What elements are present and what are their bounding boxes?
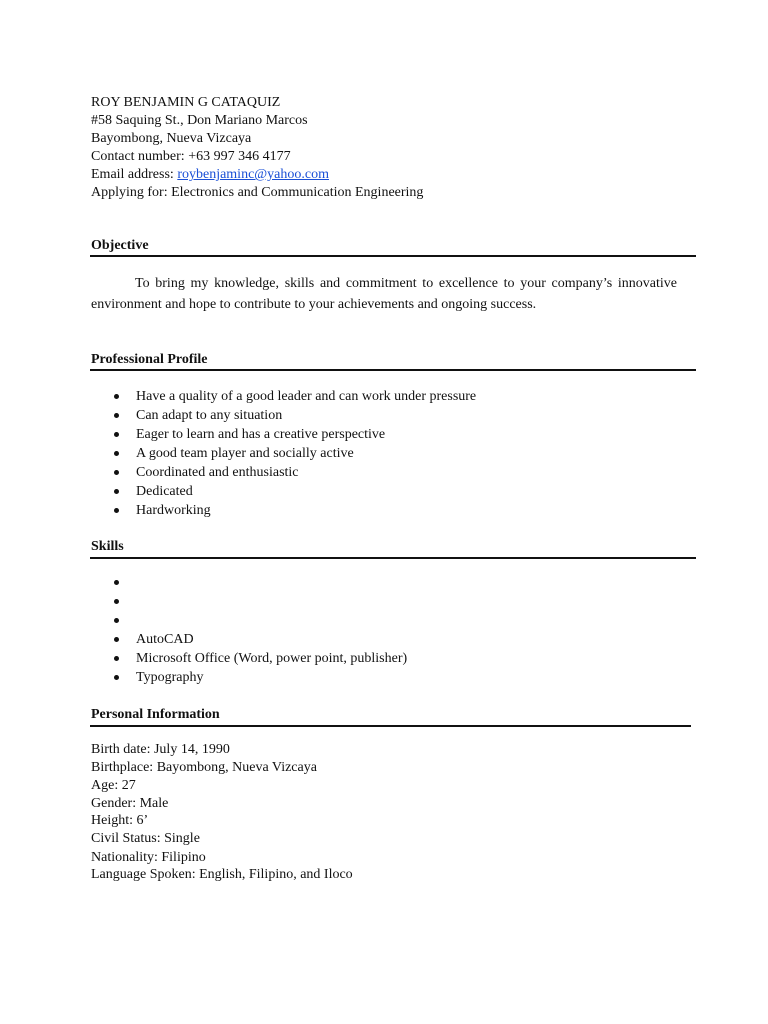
language-spoken: Language Spoken: English, Filipino, and Iloco (91, 867, 353, 882)
professional-profile-list (91, 387, 476, 520)
list-item (91, 630, 407, 649)
bullet-icon (114, 508, 119, 513)
email-label: Email address: (91, 167, 178, 182)
address-line-1: #58 Saquing St., Don Mariano Marcos (91, 113, 308, 128)
list-item-text: Coordinated and enthusiastic (136, 465, 299, 480)
list-item (91, 406, 476, 425)
skills-heading: Skills (91, 539, 124, 554)
birth-date: Birth date: July 14, 1990 (91, 742, 230, 757)
bullet-icon (114, 580, 119, 585)
bullet-icon (114, 470, 119, 475)
bullet-icon (114, 451, 119, 456)
bullet-icon (114, 394, 119, 399)
gender: Gender: Male (91, 796, 169, 811)
bullet-icon (114, 675, 119, 680)
bullet-icon (114, 413, 119, 418)
civil-status: Civil Status: Single (91, 831, 200, 846)
age: Age: 27 (91, 778, 136, 793)
bullet-icon (114, 618, 119, 623)
objective-text-block (91, 273, 677, 315)
objective-heading: Objective (91, 238, 149, 253)
email-row (91, 166, 329, 184)
list-item (91, 425, 476, 444)
list-item-text: Microsoft Office (Word, power point, publisher) (136, 651, 408, 666)
applicant-name: ROY BENJAMIN G CATAQUIZ (91, 95, 281, 110)
email-link[interactable]: roybenjaminc@yahoo.com (177, 167, 329, 182)
applying-for: Applying for: Electronics and Communication Engineering (91, 185, 424, 200)
bullet-icon (114, 656, 119, 661)
list-item-text: AutoCAD (136, 632, 194, 647)
list-item (91, 592, 407, 611)
objective-text: To bring my knowledge, skills and commitment to excellence to your company’s innovative environment and hope to contribute to your achievements and ongoing success. (91, 276, 677, 312)
list-item (91, 444, 476, 463)
bullet-icon (114, 637, 119, 642)
contact-number: Contact number: +63 997 346 4177 (91, 149, 291, 164)
list-item (91, 649, 407, 668)
personal-information-divider (90, 725, 691, 727)
list-item (91, 463, 476, 482)
bullet-icon (114, 599, 119, 604)
list-item-text: Can adapt to any situation (136, 408, 283, 423)
list-item (91, 387, 476, 406)
list-item-text: Typography (136, 670, 204, 685)
list-item (91, 573, 407, 592)
skills-divider (90, 557, 696, 559)
professional-profile-divider (90, 369, 696, 371)
height: Height: 6’ (91, 813, 149, 828)
list-item (91, 668, 407, 687)
list-item (91, 611, 407, 630)
professional-profile-heading: Professional Profile (91, 352, 208, 367)
list-item-text: Have a quality of a good leader and can work under pressure (136, 389, 477, 404)
list-item-text: Hardworking (136, 503, 211, 518)
skills-list (91, 573, 407, 687)
address-line-2: Bayombong, Nueva Vizcaya (91, 131, 252, 146)
objective-divider (90, 255, 696, 257)
birthplace: Birthplace: Bayombong, Nueva Vizcaya (91, 760, 317, 775)
list-item-text: Dedicated (136, 484, 193, 499)
list-item (91, 482, 476, 501)
list-item-text: A good team player and socially active (136, 446, 354, 461)
nationality: Nationality: Filipino (91, 850, 206, 865)
bullet-icon (114, 489, 119, 494)
list-item-text: Eager to learn and has a creative perspective (136, 427, 386, 442)
bullet-icon (114, 432, 119, 437)
personal-information-heading: Personal Information (91, 707, 220, 722)
list-item (91, 501, 476, 520)
